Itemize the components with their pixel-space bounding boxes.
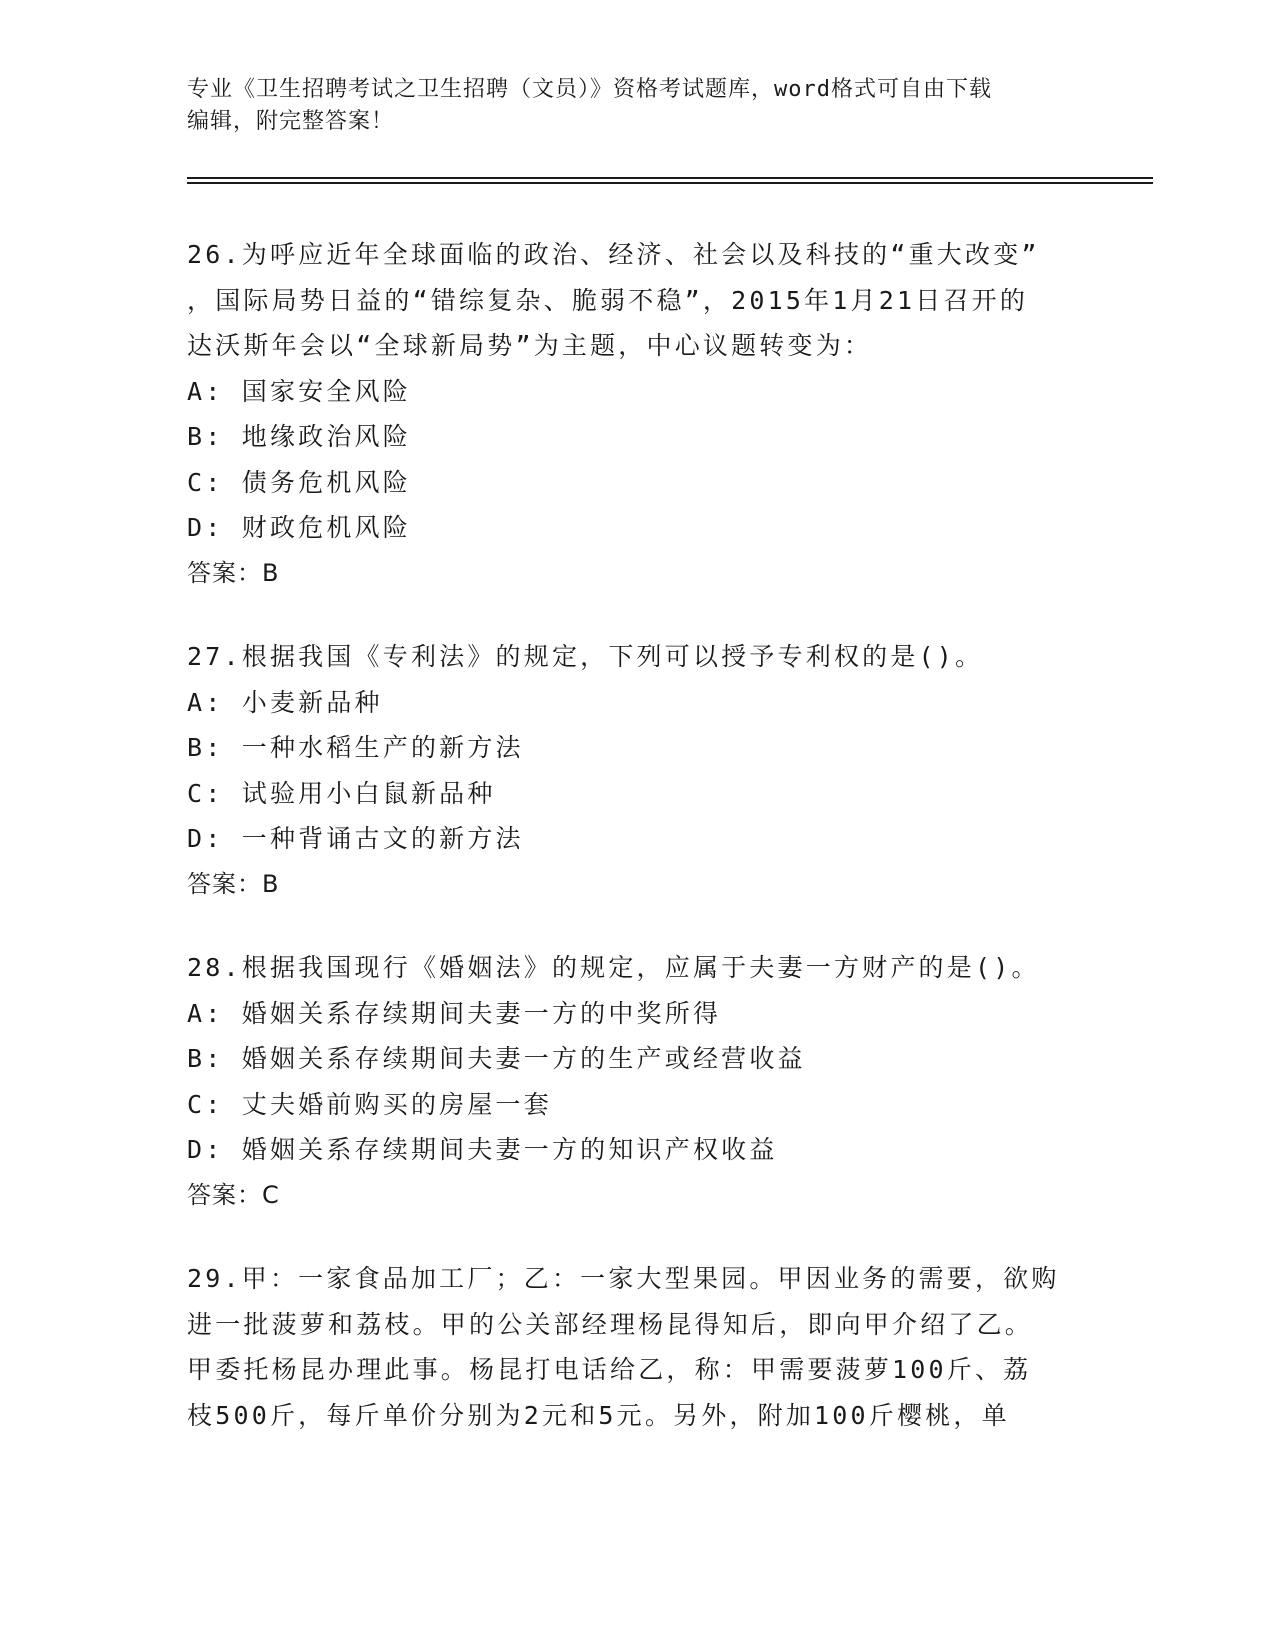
question-list [187,232,1087,1476]
question-text-line: 29.甲：一家食品加工厂；乙：一家大型果园。甲因业务的需要，欲购 [187,1264,1060,1293]
document-header [187,74,1067,138]
question-text-line: 达沃斯年会以“全球新局势”为主题，中心议题转变为： [187,331,873,360]
option-a: A: 婚姻关系存续期间夫妻一方的中奖所得 [187,998,722,1028]
question-text-line: 进一批菠萝和荔枝。甲的公关部经理杨昆得知后，即向甲介绍了乙。 [187,1309,1034,1339]
question-text-line: 甲委托杨昆办理此事。杨昆打电话给乙，称：甲需要菠萝100斤、荔 [187,1355,1032,1384]
question-text-line: 枝500斤，每斤单价分别为2元和5元。另外，附加100斤樱桃，单 [187,1400,1010,1430]
answer-label: 答案：B [187,558,280,587]
option-d: D: 一种背诵古文的新方法 [187,824,524,853]
option-a: A: 国家安全风险 [187,376,411,406]
option-c: C: 丈夫婚前购买的房屋一套 [187,1089,552,1119]
answer-label: 答案：C [187,1180,280,1209]
question-29 [187,1256,1087,1438]
option-d: D: 财政危机风险 [187,513,411,542]
question-text-line: 26.为呼应近年全球面临的政治、经济、社会以及科技的“重大改变” [187,240,1040,269]
question-27 [187,634,1087,907]
option-b: B: 一种水稻生产的新方法 [187,733,524,762]
question-26 [187,232,1087,596]
header-divider-bottom [187,182,1153,184]
option-d: D: 婚姻关系存续期间夫妻一方的知识产权收益 [187,1135,778,1164]
question-text-line: 27.根据我国《专利法》的规定，下列可以授予专利权的是()。 [187,642,984,671]
header-line-1: 专业《卫生招聘考试之卫生招聘（文员）》资格考试题库，word格式可自由下载 [187,77,992,102]
header-divider-top [187,177,1153,179]
option-b: B: 地缘政治风险 [187,422,411,451]
answer-label: 答案：B [187,869,280,898]
option-a: A: 小麦新品种 [187,687,383,717]
question-text-line: 28.根据我国现行《婚姻法》的规定，应属于夫妻一方财产的是()。 [187,953,1040,982]
question-28 [187,945,1087,1218]
option-c: C: 债务危机风险 [187,467,411,497]
question-text-line: ，国际局势日益的“错综复杂、脆弱不稳”，2015年1月21日召开的 [187,285,1029,315]
header-line-2: 编辑，附完整答案！ [187,109,395,134]
option-c: C: 试验用小白鼠新品种 [187,778,496,808]
option-b: B: 婚姻关系存续期间夫妻一方的生产或经营收益 [187,1044,806,1073]
